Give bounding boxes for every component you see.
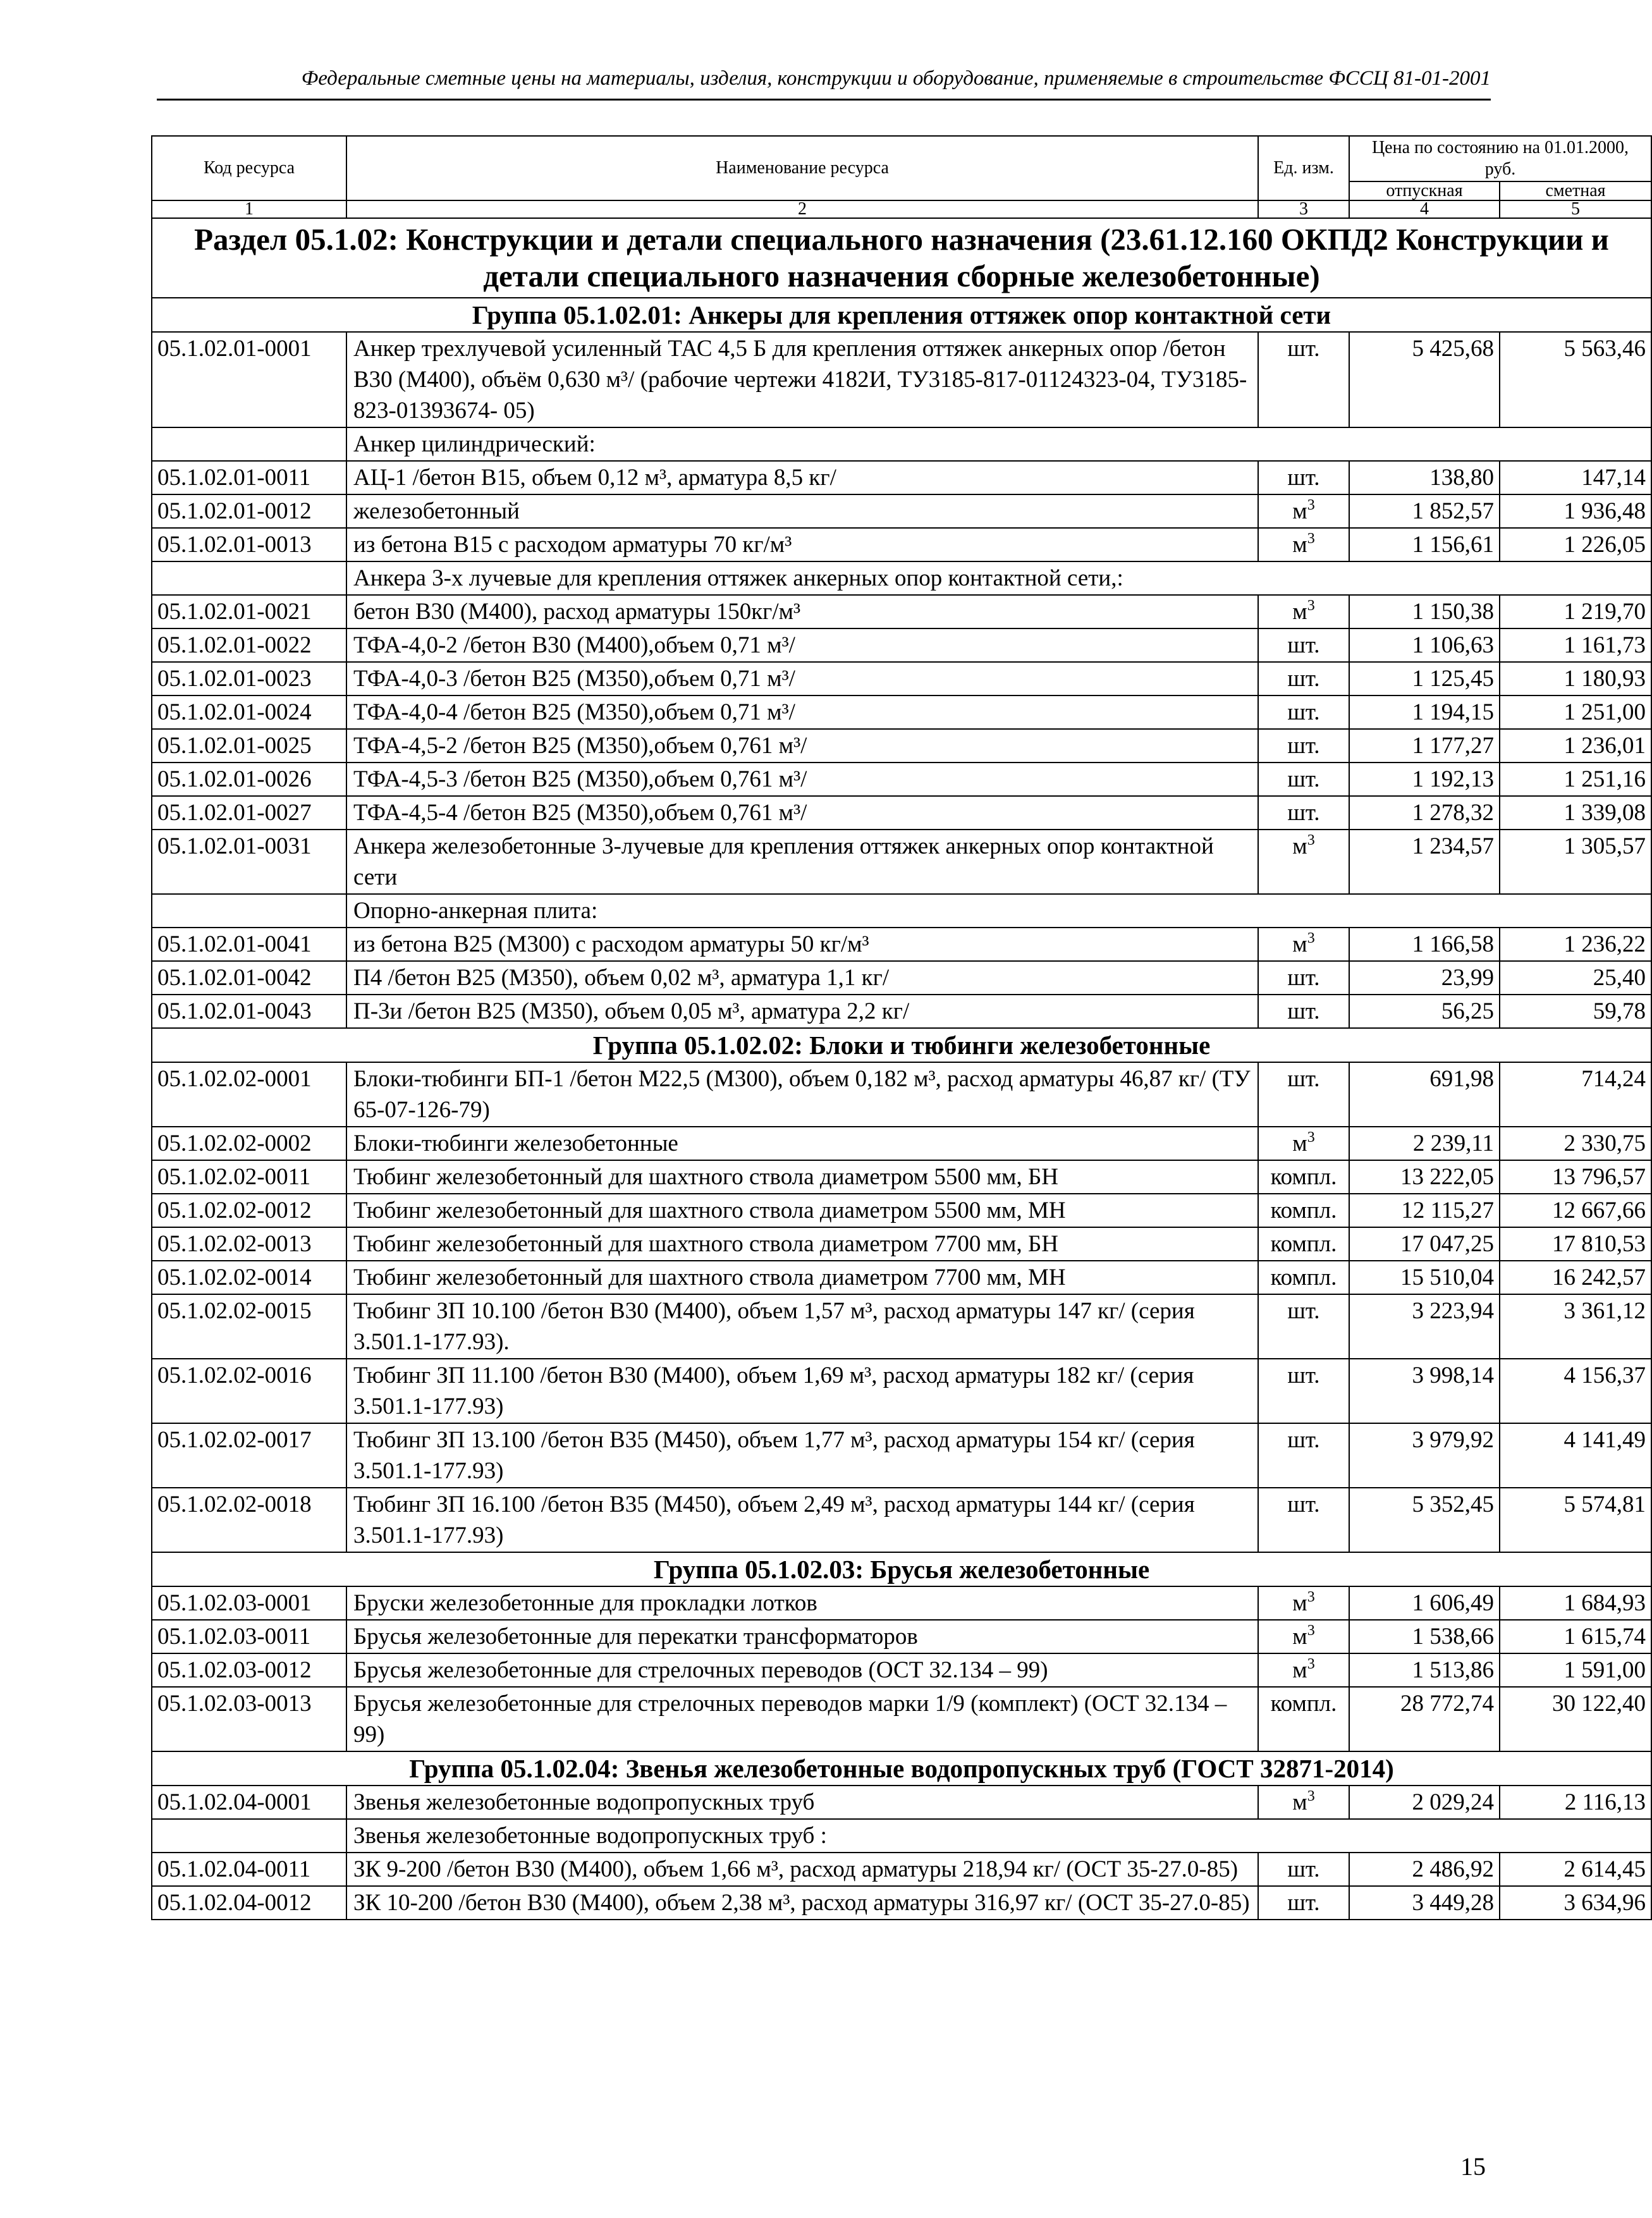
resource-name: ТФА-4,5-3 /бетон В25 (М350),объем 0,761 м³/ (346, 763, 1258, 796)
unit-text: шт. (1287, 632, 1320, 658)
resource-code: 05.1.02.03-0013 (152, 1687, 346, 1751)
resource-code: 05.1.02.01-0041 (152, 928, 346, 961)
unit-text: шт. (1287, 666, 1320, 692)
table-row (152, 1227, 1651, 1261)
table-row (152, 1653, 1651, 1687)
resource-code: 05.1.02.03-0001 (152, 1586, 346, 1620)
unit-text: м (1292, 1789, 1307, 1815)
estimate-price: 13 796,57 (1500, 1160, 1651, 1194)
resource-name: ТФА-4,0-2 /бетон В30 (М400),объем 0,71 м³/ (346, 628, 1258, 662)
resource-code: 05.1.02.02-0011 (152, 1160, 346, 1194)
release-price: 2 486,92 (1349, 1853, 1500, 1886)
resource-name: П4 /бетон В25 (М350), объем 0,02 м³, арматура 1,1 кг/ (346, 961, 1258, 995)
estimate-price: 1 251,00 (1500, 695, 1651, 729)
header-code: Код ресурса (152, 136, 346, 200)
resource-code: 05.1.02.01-0043 (152, 995, 346, 1028)
table-row (152, 1687, 1651, 1751)
release-price: 3 223,94 (1349, 1294, 1500, 1359)
unit-superscript: 3 (1307, 1622, 1315, 1639)
table-row (152, 961, 1651, 995)
unit-cell (1258, 662, 1349, 695)
subheading-row (152, 894, 1651, 928)
resource-code: 05.1.02.02-0014 (152, 1261, 346, 1294)
unit-text: компл. (1270, 1231, 1337, 1257)
release-price: 2 239,11 (1349, 1127, 1500, 1160)
resource-name: Блоки-тюбинги железобетонные (346, 1127, 1258, 1160)
resource-code: 05.1.02.02-0015 (152, 1294, 346, 1359)
section-title: Раздел 05.1.02: Конструкции и детали специального назначения (23.61.12.160 ОКПД2 Конструкции и детали специального назначения сборные железобетонные) (152, 218, 1651, 298)
resource-name: ТФА-4,5-4 /бетон В25 (М350),объем 0,761 м³/ (346, 796, 1258, 830)
unit-text: шт. (1287, 1492, 1320, 1517)
unit-cell (1258, 1261, 1349, 1294)
release-price: 23,99 (1349, 961, 1500, 995)
release-price: 5 352,45 (1349, 1488, 1500, 1552)
resource-name: Тюбинг железобетонный для шахтного ствола диаметром 5500 мм, БН (346, 1160, 1258, 1194)
unit-cell (1258, 1653, 1349, 1687)
unit-text: компл. (1270, 1198, 1337, 1223)
release-price: 1 166,58 (1349, 928, 1500, 961)
unit-text: шт. (1287, 465, 1320, 491)
table-row (152, 662, 1651, 695)
unit-superscript: 3 (1307, 530, 1315, 547)
unit-text: шт. (1287, 998, 1320, 1024)
table-row (152, 628, 1651, 662)
table-row (152, 1786, 1651, 1819)
unit-text: м (1292, 532, 1307, 558)
header-unit: Ед. изм. (1258, 136, 1349, 200)
resource-name: Тюбинг железобетонный для шахтного ствола диаметром 7700 мм, БН (346, 1227, 1258, 1261)
subheading-row (152, 561, 1651, 595)
unit-cell (1258, 461, 1349, 494)
unit-text: компл. (1270, 1265, 1337, 1290)
release-price: 17 047,25 (1349, 1227, 1500, 1261)
unit-cell (1258, 1294, 1349, 1359)
subheading-code-cell (152, 1819, 346, 1853)
resource-code: 05.1.02.01-0001 (152, 332, 346, 427)
release-price: 5 425,68 (1349, 332, 1500, 427)
table-row (152, 1423, 1651, 1488)
subheading-code-cell (152, 561, 346, 595)
subheading-text: Анкера 3-х лучевые для крепления оттяжек анкерных опор контактной сети,: (346, 561, 1651, 595)
estimate-price: 1 236,01 (1500, 729, 1651, 763)
resource-code: 05.1.02.01-0024 (152, 695, 346, 729)
resource-name: ТФА-4,5-2 /бетон В25 (М350),объем 0,761 м³/ (346, 729, 1258, 763)
table-row (152, 1261, 1651, 1294)
resource-name: Брусья железобетонные для стрелочных переводов (ОСТ 32.134 – 99) (346, 1653, 1258, 1687)
resource-name: П-3и /бетон В25 (М350), объем 0,05 м³, арматура 2,2 кг/ (346, 995, 1258, 1028)
resource-name: Тюбинг ЗП 10.100 /бетон В30 (М400), объем 1,57 м³, расход арматуры 147 кг/ (серия 3.501.1-177.93). (346, 1294, 1258, 1359)
resource-name: ТФА-4,0-3 /бетон В25 (М350),объем 0,71 м³/ (346, 662, 1258, 695)
column-number: 3 (1258, 200, 1349, 218)
group-row (152, 1552, 1651, 1586)
resource-code: 05.1.02.01-0021 (152, 595, 346, 628)
resource-code: 05.1.02.04-0011 (152, 1853, 346, 1886)
table-row (152, 1062, 1651, 1127)
group-title: Группа 05.1.02.02: Блоки и тюбинги железобетонные (152, 1028, 1651, 1062)
unit-cell (1258, 763, 1349, 796)
resource-name: Тюбинг ЗП 13.100 /бетон В35 (М450), объем 1,77 м³, расход арматуры 154 кг/ (серия 3.501.1-177.93) (346, 1423, 1258, 1488)
unit-cell (1258, 332, 1349, 427)
release-price: 1 538,66 (1349, 1620, 1500, 1653)
subheading-row (152, 1819, 1651, 1853)
resource-code: 05.1.02.01-0011 (152, 461, 346, 494)
unit-text: компл. (1270, 1164, 1337, 1190)
estimate-price: 4 141,49 (1500, 1423, 1651, 1488)
table-row (152, 796, 1651, 830)
estimate-price: 2 330,75 (1500, 1127, 1651, 1160)
unit-text: шт. (1287, 1890, 1320, 1916)
subheading-code-cell (152, 427, 346, 461)
table-header-row (152, 136, 1651, 181)
release-price: 1 852,57 (1349, 494, 1500, 528)
unit-text: м (1292, 1657, 1307, 1683)
release-price: 1 177,27 (1349, 729, 1500, 763)
table-row (152, 1853, 1651, 1886)
resource-name: Брусья железобетонные для перекатки трансформаторов (346, 1620, 1258, 1653)
unit-superscript: 3 (1307, 1589, 1315, 1605)
unit-superscript: 3 (1307, 1788, 1315, 1804)
unit-text: м (1292, 1590, 1307, 1616)
release-price: 138,80 (1349, 461, 1500, 494)
release-price: 1 278,32 (1349, 796, 1500, 830)
unit-text: м (1292, 498, 1307, 524)
estimate-price: 1 180,93 (1500, 662, 1651, 695)
estimate-price: 1 339,08 (1500, 796, 1651, 830)
resource-name: из бетона В15 с расходом арматуры 70 кг/м³ (346, 528, 1258, 561)
release-price: 13 222,05 (1349, 1160, 1500, 1194)
unit-cell (1258, 595, 1349, 628)
resource-name: железобетонный (346, 494, 1258, 528)
unit-cell (1258, 695, 1349, 729)
estimate-price: 2 116,13 (1500, 1786, 1651, 1819)
group-title: Группа 05.1.02.01: Анкеры для крепления оттяжек опор контактной сети (152, 298, 1651, 332)
unit-cell (1258, 1786, 1349, 1819)
unit-text: шт. (1287, 1298, 1320, 1324)
release-price: 1 194,15 (1349, 695, 1500, 729)
estimate-price: 16 242,57 (1500, 1261, 1651, 1294)
table-row (152, 461, 1651, 494)
resource-name: Анкер трехлучевой усиленный ТАС 4,5 Б для крепления оттяжек анкерных опор /бетон В30 (М400), объём 0,630 м³/ (рабочие чертежи 4182И, ТУ3185-817-01124323-04, ТУ3185-823-01393674- 05) (346, 332, 1258, 427)
page-number: 15 (1460, 2152, 1486, 2181)
unit-cell (1258, 628, 1349, 662)
release-price: 3 998,14 (1349, 1359, 1500, 1423)
estimate-price: 59,78 (1500, 995, 1651, 1028)
resource-name: АЦ-1 /бетон В15, объем 0,12 м³, арматура 8,5 кг/ (346, 461, 1258, 494)
table-row (152, 1886, 1651, 1920)
group-row (152, 1028, 1651, 1062)
resource-name: Тюбинг железобетонный для шахтного ствола диаметром 7700 мм, МН (346, 1261, 1258, 1294)
table-row (152, 1359, 1651, 1423)
header-name: Наименование ресурса (346, 136, 1258, 200)
estimate-price: 1 161,73 (1500, 628, 1651, 662)
unit-cell (1258, 1359, 1349, 1423)
resource-name: Звенья железобетонные водопропускных труб (346, 1786, 1258, 1819)
group-row (152, 298, 1651, 332)
table-row (152, 332, 1651, 427)
release-price: 691,98 (1349, 1062, 1500, 1127)
unit-text: шт. (1287, 1856, 1320, 1882)
resource-code: 05.1.02.01-0013 (152, 528, 346, 561)
resource-name: бетон В30 (М400), расход арматуры 150кг/м³ (346, 595, 1258, 628)
column-number: 1 (152, 200, 346, 218)
estimate-price: 1 236,22 (1500, 928, 1651, 961)
estimate-price: 4 156,37 (1500, 1359, 1651, 1423)
estimate-price: 3 634,96 (1500, 1886, 1651, 1920)
unit-superscript: 3 (1307, 497, 1315, 513)
release-price: 12 115,27 (1349, 1194, 1500, 1227)
estimate-price: 25,40 (1500, 961, 1651, 995)
table-row (152, 1294, 1651, 1359)
unit-cell (1258, 1160, 1349, 1194)
unit-text: шт. (1287, 1427, 1320, 1453)
resource-name: Бруски железобетонные для прокладки лотков (346, 1586, 1258, 1620)
table-body (152, 136, 1651, 1920)
release-price: 1 150,38 (1349, 595, 1500, 628)
table-row (152, 494, 1651, 528)
estimate-price: 2 614,45 (1500, 1853, 1651, 1886)
release-price: 3 979,92 (1349, 1423, 1500, 1488)
column-number-row (152, 200, 1651, 218)
estimate-price: 17 810,53 (1500, 1227, 1651, 1261)
unit-cell (1258, 1227, 1349, 1261)
column-number: 2 (346, 200, 1258, 218)
unit-cell (1258, 1488, 1349, 1552)
header-rule (157, 99, 1491, 101)
column-number: 4 (1349, 200, 1500, 218)
resource-code: 05.1.02.01-0031 (152, 830, 346, 894)
unit-cell (1258, 830, 1349, 894)
release-price: 15 510,04 (1349, 1261, 1500, 1294)
unit-cell (1258, 1853, 1349, 1886)
table-row (152, 1127, 1651, 1160)
unit-cell (1258, 1620, 1349, 1653)
unit-cell (1258, 494, 1349, 528)
unit-cell (1258, 1062, 1349, 1127)
resource-code: 05.1.02.02-0018 (152, 1488, 346, 1552)
unit-superscript: 3 (1307, 832, 1315, 849)
resource-code: 05.1.02.02-0002 (152, 1127, 346, 1160)
table-row (152, 1620, 1651, 1653)
resource-name: Тюбинг железобетонный для шахтного ствола диаметром 5500 мм, МН (346, 1194, 1258, 1227)
group-title: Группа 05.1.02.04: Звенья железобетонные водопропускных труб (ГОСТ 32871-2014) (152, 1751, 1651, 1786)
table-row (152, 830, 1651, 894)
release-price: 1 606,49 (1349, 1586, 1500, 1620)
section-row (152, 218, 1651, 298)
estimate-price: 1 684,93 (1500, 1586, 1651, 1620)
unit-superscript: 3 (1307, 1656, 1315, 1672)
resource-code: 05.1.02.03-0011 (152, 1620, 346, 1653)
resource-code: 05.1.02.01-0012 (152, 494, 346, 528)
table-row (152, 595, 1651, 628)
unit-text: м (1292, 931, 1307, 957)
unit-superscript: 3 (1307, 930, 1315, 947)
unit-superscript: 3 (1307, 597, 1315, 614)
estimate-price: 1 591,00 (1500, 1653, 1651, 1687)
resource-code: 05.1.02.02-0013 (152, 1227, 346, 1261)
unit-text: м (1292, 1624, 1307, 1650)
unit-text: шт. (1287, 800, 1320, 826)
release-price: 56,25 (1349, 995, 1500, 1028)
resource-name: Анкера железобетонные 3-лучевые для крепления оттяжек анкерных опор контактной сети (346, 830, 1258, 894)
unit-cell (1258, 995, 1349, 1028)
unit-cell (1258, 928, 1349, 961)
table-row (152, 1160, 1651, 1194)
unit-cell (1258, 961, 1349, 995)
subheading-code-cell (152, 894, 346, 928)
estimate-price: 147,14 (1500, 461, 1651, 494)
header-release: отпускная (1349, 181, 1500, 200)
resource-code: 05.1.02.04-0001 (152, 1786, 346, 1819)
resource-name: Тюбинг ЗП 16.100 /бетон В35 (М450), объем 2,49 м³, расход арматуры 144 кг/ (серия 3.501.1-177.93) (346, 1488, 1258, 1552)
resource-code: 05.1.02.01-0027 (152, 796, 346, 830)
release-price: 3 449,28 (1349, 1886, 1500, 1920)
unit-cell (1258, 729, 1349, 763)
release-price: 1 106,63 (1349, 628, 1500, 662)
estimate-price: 5 563,46 (1500, 332, 1651, 427)
resource-name: Брусья железобетонные для стрелочных переводов марки 1/9 (комплект) (ОСТ 32.134 – 99) (346, 1687, 1258, 1751)
resource-code: 05.1.02.01-0025 (152, 729, 346, 763)
release-price: 28 772,74 (1349, 1687, 1500, 1751)
price-table (151, 135, 1652, 1920)
header-price-title: Цена по состоянию на 01.01.2000, руб. (1349, 136, 1651, 181)
unit-text: шт. (1287, 733, 1320, 759)
subheading-text: Опорно-анкерная плита: (346, 894, 1651, 928)
estimate-price: 1 305,57 (1500, 830, 1651, 894)
resource-name: Тюбинг ЗП 11.100 /бетон В30 (М400), объем 1,69 м³, расход арматуры 182 кг/ (серия 3.501.1-177.93) (346, 1359, 1258, 1423)
unit-cell (1258, 528, 1349, 561)
unit-text: шт. (1287, 336, 1320, 362)
header-estimate: сметная (1500, 181, 1651, 200)
unit-text: шт. (1287, 1066, 1320, 1092)
estimate-price: 1 226,05 (1500, 528, 1651, 561)
unit-cell (1258, 1194, 1349, 1227)
resource-code: 05.1.02.04-0012 (152, 1886, 346, 1920)
unit-text: шт. (1287, 699, 1320, 725)
estimate-price: 5 574,81 (1500, 1488, 1651, 1552)
unit-cell (1258, 1127, 1349, 1160)
unit-cell (1258, 1423, 1349, 1488)
table-row (152, 729, 1651, 763)
unit-text: шт. (1287, 1363, 1320, 1388)
table-row (152, 1586, 1651, 1620)
estimate-price: 714,24 (1500, 1062, 1651, 1127)
unit-text: м (1292, 599, 1307, 625)
unit-text: шт. (1287, 766, 1320, 792)
table-row (152, 928, 1651, 961)
running-header: Федеральные сметные цены на материалы, изделия, конструкции и оборудование, применяемые в строительстве ФССЦ 81-01-2001 (301, 67, 1491, 90)
subheading-row (152, 427, 1651, 461)
release-price: 1 513,86 (1349, 1653, 1500, 1687)
resource-name: ТФА-4,0-4 /бетон В25 (М350),объем 0,71 м³/ (346, 695, 1258, 729)
resource-code: 05.1.02.03-0012 (152, 1653, 346, 1687)
estimate-price: 12 667,66 (1500, 1194, 1651, 1227)
table-row (152, 695, 1651, 729)
unit-cell (1258, 1687, 1349, 1751)
resource-code: 05.1.02.01-0042 (152, 961, 346, 995)
unit-cell (1258, 1586, 1349, 1620)
group-title: Группа 05.1.02.03: Брусья железобетонные (152, 1552, 1651, 1586)
unit-cell (1258, 1886, 1349, 1920)
release-price: 1 125,45 (1349, 662, 1500, 695)
group-row (152, 1751, 1651, 1786)
table-row (152, 1194, 1651, 1227)
release-price: 1 192,13 (1349, 763, 1500, 796)
estimate-price: 30 122,40 (1500, 1687, 1651, 1751)
resource-name: из бетона В25 (М300) с расходом арматуры 50 кг/м³ (346, 928, 1258, 961)
unit-text: м (1292, 1130, 1307, 1156)
unit-cell (1258, 796, 1349, 830)
subheading-text: Звенья железобетонные водопропускных труб : (346, 1819, 1651, 1853)
estimate-price: 1 219,70 (1500, 595, 1651, 628)
table-row (152, 763, 1651, 796)
release-price: 1 234,57 (1349, 830, 1500, 894)
table-row (152, 1488, 1651, 1552)
resource-code: 05.1.02.01-0026 (152, 763, 346, 796)
estimate-price: 3 361,12 (1500, 1294, 1651, 1359)
estimate-price: 1 251,16 (1500, 763, 1651, 796)
resource-code: 05.1.02.02-0017 (152, 1423, 346, 1488)
resource-name: Блоки-тюбинги БП-1 /бетон М22,5 (М300), объем 0,182 м³, расход арматуры 46,87 кг/ (ТУ 65-07-126-79) (346, 1062, 1258, 1127)
release-price: 2 029,24 (1349, 1786, 1500, 1819)
unit-text: шт. (1287, 965, 1320, 991)
resource-code: 05.1.02.02-0001 (152, 1062, 346, 1127)
unit-superscript: 3 (1307, 1129, 1315, 1146)
column-number: 5 (1500, 200, 1651, 218)
resource-code: 05.1.02.01-0023 (152, 662, 346, 695)
resource-code: 05.1.02.02-0012 (152, 1194, 346, 1227)
unit-text: компл. (1270, 1691, 1337, 1717)
resource-name: ЗК 10-200 /бетон В30 (М400), объем 2,38 м³, расход арматуры 316,97 кг/ (ОСТ 35-27.0-85) (346, 1886, 1258, 1920)
estimate-price: 1 936,48 (1500, 494, 1651, 528)
release-price: 1 156,61 (1349, 528, 1500, 561)
resource-code: 05.1.02.01-0022 (152, 628, 346, 662)
resource-code: 05.1.02.02-0016 (152, 1359, 346, 1423)
unit-text: м (1292, 833, 1307, 859)
subheading-text: Анкер цилиндрический: (346, 427, 1651, 461)
table-row (152, 995, 1651, 1028)
table-row (152, 528, 1651, 561)
resource-name: ЗК 9-200 /бетон В30 (М400), объем 1,66 м³, расход арматуры 218,94 кг/ (ОСТ 35-27.0-85) (346, 1853, 1258, 1886)
estimate-price: 1 615,74 (1500, 1620, 1651, 1653)
